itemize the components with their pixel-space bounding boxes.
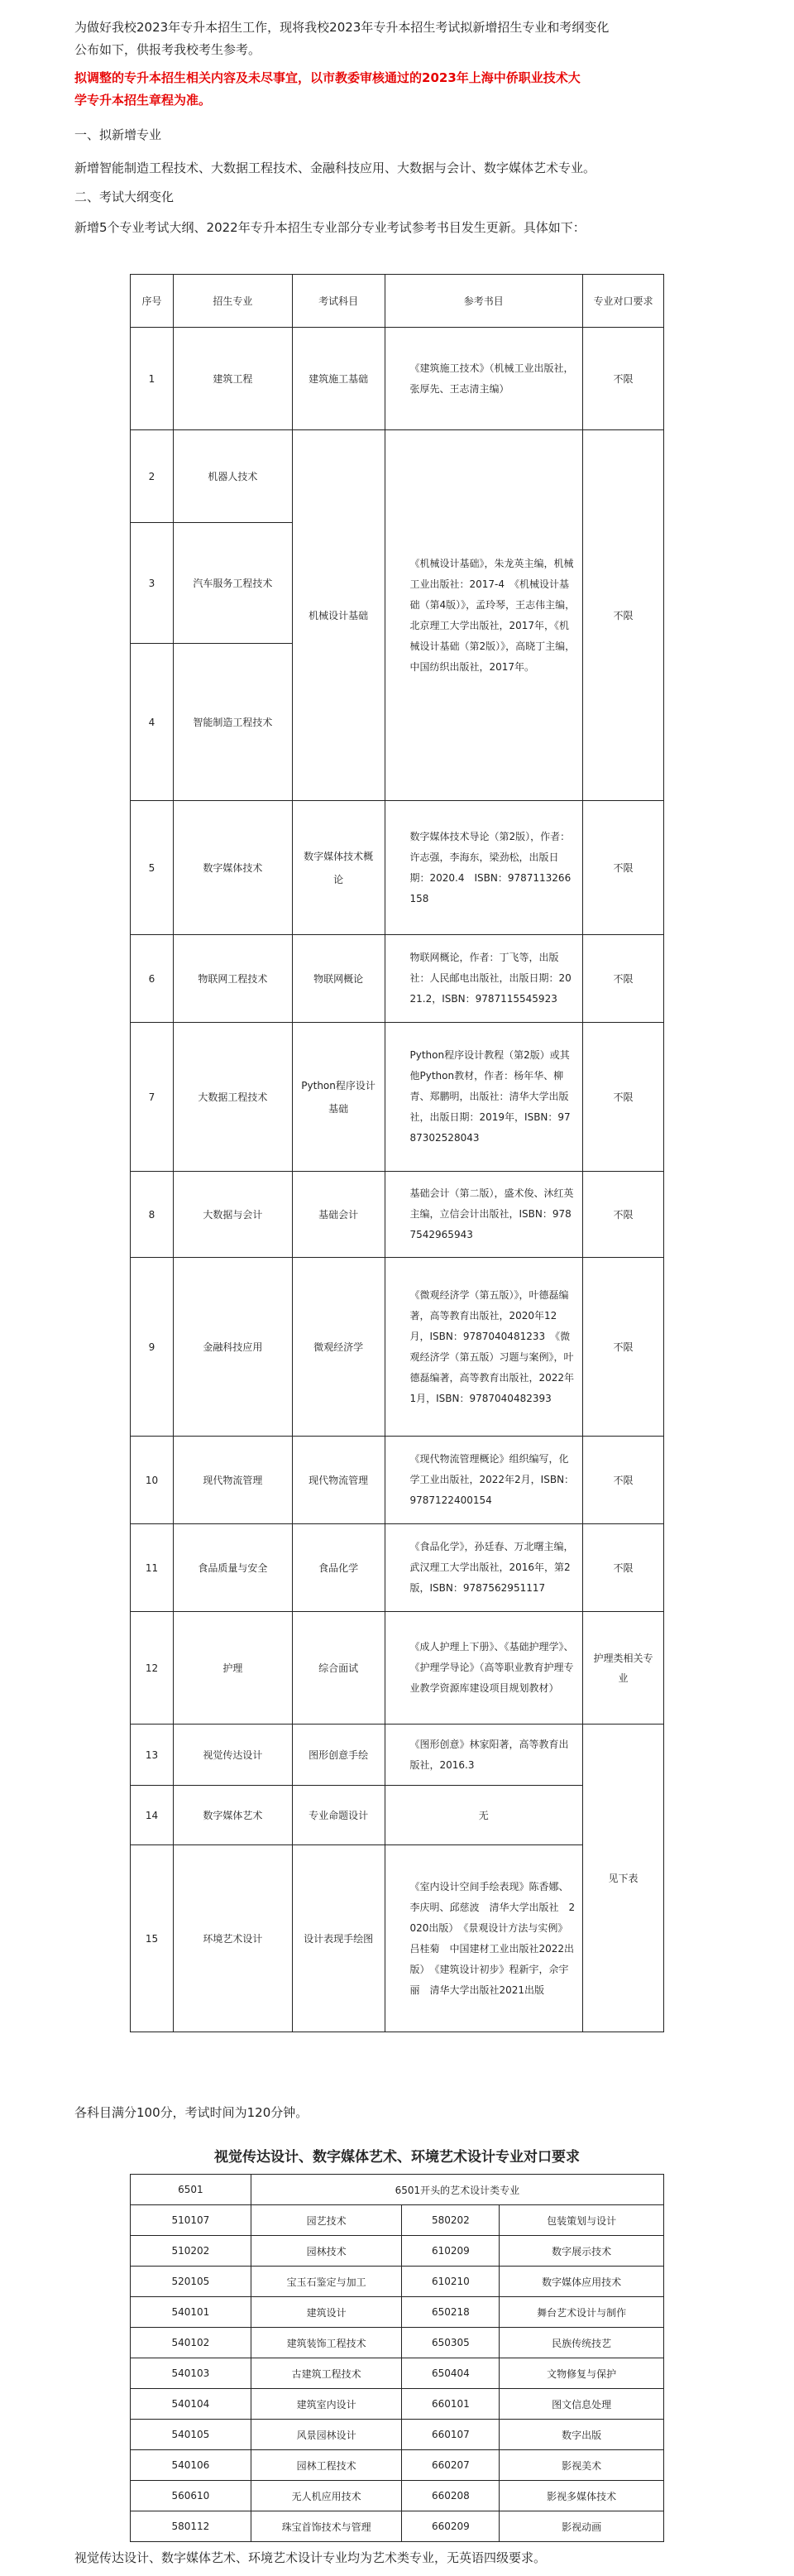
syllabus-change-text: 新增5个专业考试大纲、2022年专升本招生专业部分专业考试参考书目发生更新。具体如下： <box>74 220 586 235</box>
row-requirement: 不限 <box>583 1023 664 1172</box>
major-code: 610210 <box>402 2267 500 2297</box>
major-code: 560610 <box>131 2481 251 2511</box>
row-no: 2 <box>131 430 174 523</box>
row-books: 无 <box>385 1786 583 1845</box>
major-code: 510107 <box>131 2205 251 2236</box>
table-row <box>131 2481 664 2511</box>
art-requirements-table <box>130 2174 664 2542</box>
row-no: 7 <box>131 1023 174 1172</box>
header-major: 招生专业 <box>173 275 292 328</box>
major-name: 珠宝首饰技术与管理 <box>251 2511 402 2542</box>
row-books: Python程序设计教程（第2版）或其他Python教材，作者：杨年华、柳青、郑鹏明，出版社：清华大学出版社，出版日期：2019年，ISBN：9787302528043 <box>385 1023 583 1172</box>
art-requirements-title: 视觉传达设计、数字媒体艺术、环境艺术设计专业对口要求 <box>214 2149 580 2166</box>
row-subject: 物联网概论 <box>292 935 385 1023</box>
row-subject: Python程序设计基础 <box>292 1023 385 1172</box>
major-name: 无人机应用技术 <box>251 2481 402 2511</box>
row-major: 数字媒体技术 <box>173 801 292 935</box>
red-notice-line1: 拟调整的专升本招生相关内容及未尽事宜，以市教委审核通过的2023年上海中侨职业技术大 <box>74 70 581 85</box>
row-books: 物联网概论，作者：丁飞等，出版社：人民邮电出版社，出版日期：2021.2，ISBN：9787115545923 <box>385 935 583 1023</box>
major-code: 650404 <box>402 2358 500 2389</box>
row-major: 金融科技应用 <box>173 1258 292 1437</box>
row-requirement: 不限 <box>583 1437 664 1524</box>
major-name: 数字出版 <box>500 2420 664 2450</box>
row-subject: 食品化学 <box>292 1524 385 1612</box>
row-requirement: 见下表 <box>583 1725 664 2032</box>
major-name: 建筑设计 <box>251 2297 402 2328</box>
row-no: 5 <box>131 801 174 935</box>
table-row <box>131 935 664 1023</box>
row-requirement: 不限 <box>583 1258 664 1437</box>
row-requirement: 不限 <box>583 1172 664 1258</box>
table-row <box>131 328 664 430</box>
table-row <box>131 801 664 935</box>
heading-new-majors: 一、拟新增专业 <box>74 127 162 142</box>
exam-table <box>130 274 664 2032</box>
major-name: 园林技术 <box>251 2236 402 2267</box>
major-code: 580112 <box>131 2511 251 2542</box>
row-books: 数字媒体技术导论（第2版），作者：许志强，李海东，梁劲松，出版日期：2020.4 ISBN：9787113266158 <box>385 801 583 935</box>
row-subject: 建筑施工基础 <box>292 328 385 430</box>
major-code: 660208 <box>402 2481 500 2511</box>
row-major: 现代物流管理 <box>173 1437 292 1524</box>
row-subject: 数字媒体技术概论 <box>292 801 385 935</box>
row-major: 数字媒体艺术 <box>173 1786 292 1845</box>
row-major: 智能制造工程技术 <box>173 644 292 801</box>
major-name: 古建筑工程技术 <box>251 2358 402 2389</box>
major-code: 660209 <box>402 2511 500 2542</box>
row-major: 建筑工程 <box>173 328 292 430</box>
major-code: 540101 <box>131 2297 251 2328</box>
row-major: 环境艺术设计 <box>173 1845 292 2032</box>
row-major: 汽车服务工程技术 <box>173 523 292 644</box>
row-requirement: 不限 <box>583 430 664 801</box>
major-code: 660107 <box>402 2420 500 2450</box>
row-books: 《图形创意》林家阳著，高等教育出版社，2016.3 <box>385 1725 583 1786</box>
row-no: 8 <box>131 1172 174 1258</box>
table-header-row <box>131 275 664 328</box>
table-row <box>131 1524 664 1612</box>
major-code: 650218 <box>402 2297 500 2328</box>
row-subject: 机械设计基础 <box>292 430 385 801</box>
footer-note: 视觉传达设计、数字媒体艺术、环境艺术设计专业均为艺术类专业，无英语四级要求。 <box>74 2550 547 2565</box>
major-name: 文物修复与保护 <box>500 2358 664 2389</box>
major-code: 540103 <box>131 2358 251 2389</box>
major-name: 数字媒体应用技术 <box>500 2267 664 2297</box>
row-subject: 现代物流管理 <box>292 1437 385 1524</box>
art-header-row <box>131 2175 664 2205</box>
row-requirement: 不限 <box>583 328 664 430</box>
table-row <box>131 430 664 523</box>
major-name: 建筑室内设计 <box>251 2389 402 2420</box>
major-name: 园林工程技术 <box>251 2450 402 2481</box>
row-no: 6 <box>131 935 174 1023</box>
row-books: 《成人护理上下册》、《基础护理学》、《护理学导论》（高等职业教育护理专业教学资源库建设项目规划教材） <box>385 1612 583 1725</box>
row-major: 大数据工程技术 <box>173 1023 292 1172</box>
major-name: 包装策划与设计 <box>500 2205 664 2236</box>
major-code: 660101 <box>402 2389 500 2420</box>
table-row <box>131 1172 664 1258</box>
table-row <box>131 2328 664 2358</box>
row-books: 《微观经济学（第五版）》，叶德磊编著，高等教育出版社，2020年12月，ISBN：9787040481233 《微观经济学（第五版）习题与案例》，叶德磊编著，高等教育出版社，2022年1月，ISBN：9787040482393 <box>385 1258 583 1437</box>
major-name: 宝玉石鉴定与加工 <box>251 2267 402 2297</box>
table-row <box>131 2389 664 2420</box>
row-no: 12 <box>131 1612 174 1725</box>
exam-note: 各科目满分100分，考试时间为120分钟。 <box>74 2105 309 2120</box>
major-name: 园艺技术 <box>251 2205 402 2236</box>
table-row <box>131 1258 664 1437</box>
row-major: 大数据与会计 <box>173 1172 292 1258</box>
table-row <box>131 2450 664 2481</box>
major-name: 数字展示技术 <box>500 2236 664 2267</box>
row-subject: 设计表现手绘图 <box>292 1845 385 2032</box>
major-name: 舞台艺术设计与制作 <box>500 2297 664 2328</box>
table-row <box>131 2511 664 2542</box>
table-row <box>131 1725 664 1786</box>
row-requirement: 不限 <box>583 1524 664 1612</box>
red-notice-line2: 学专升本招生章程为准。 <box>74 93 212 108</box>
heading-syllabus-change: 二、考试大纲变化 <box>74 189 175 204</box>
row-books: 《室内设计空间手绘表现》陈香娜、李庆明、邱慈波 清华大学出版社 2020出版） 《景观设计方法与实例》吕桂菊 中国建材工业出版社2022出版） 《建筑设计初步》程新宇，佘宇丽 清华大学出版社2021出版 <box>385 1845 583 2032</box>
major-code: 660207 <box>402 2450 500 2481</box>
art-header-code: 6501 <box>131 2175 251 2205</box>
row-subject: 综合面试 <box>292 1612 385 1725</box>
row-requirement: 不限 <box>583 935 664 1023</box>
row-books: 《现代物流管理概论》组织编写，化学工业出版社，2022年2月，ISBN：9787122400154 <box>385 1437 583 1524</box>
header-books: 参考书目 <box>385 275 583 328</box>
intro-paragraph-line1: 为做好我校2023年专升本招生工作，现将我校2023年专升本招生考试拟新增招生专业和考纲变化 <box>74 20 610 35</box>
row-no: 13 <box>131 1725 174 1786</box>
header-subject: 考试科目 <box>292 275 385 328</box>
row-major: 护理 <box>173 1612 292 1725</box>
row-no: 15 <box>131 1845 174 2032</box>
row-subject: 专业命题设计 <box>292 1786 385 1845</box>
major-code: 540105 <box>131 2420 251 2450</box>
row-books: 基础会计（第二版），盛术俊、沐红英主编，立信会计出版社，ISBN：9787542965943 <box>385 1172 583 1258</box>
row-no: 9 <box>131 1258 174 1437</box>
major-code: 520105 <box>131 2267 251 2297</box>
table-row <box>131 1437 664 1524</box>
row-no: 11 <box>131 1524 174 1612</box>
major-name: 图文信息处理 <box>500 2389 664 2420</box>
major-code: 650305 <box>402 2328 500 2358</box>
table-row <box>131 2297 664 2328</box>
header-no: 序号 <box>131 275 174 328</box>
row-subject: 图形创意手绘 <box>292 1725 385 1786</box>
major-code: 540104 <box>131 2389 251 2420</box>
table-row <box>131 2205 664 2236</box>
major-name: 建筑装饰工程技术 <box>251 2328 402 2358</box>
table-row <box>131 1612 664 1725</box>
table-row <box>131 2267 664 2297</box>
row-requirement: 不限 <box>583 801 664 935</box>
major-code: 540106 <box>131 2450 251 2481</box>
major-code: 610209 <box>402 2236 500 2267</box>
row-no: 4 <box>131 644 174 801</box>
intro-paragraph-line2: 公布如下，供报考我校考生参考。 <box>74 42 261 57</box>
row-no: 10 <box>131 1437 174 1524</box>
row-major: 机器人技术 <box>173 430 292 523</box>
major-code: 510202 <box>131 2236 251 2267</box>
row-books: 《食品化学》，孙廷春、万北曙主编，武汉理工大学出版社，2016年，第2版，ISBN：9787562951117 <box>385 1524 583 1612</box>
header-requirement: 专业对口要求 <box>583 275 664 328</box>
row-major: 物联网工程技术 <box>173 935 292 1023</box>
row-subject: 微观经济学 <box>292 1258 385 1437</box>
table-row <box>131 2236 664 2267</box>
row-books: 《建筑施工技术》（机械工业出版社，张厚先、王志清主编） <box>385 328 583 430</box>
major-name: 民族传统技艺 <box>500 2328 664 2358</box>
row-no: 1 <box>131 328 174 430</box>
table-row <box>131 2420 664 2450</box>
row-no: 3 <box>131 523 174 644</box>
table-row <box>131 1023 664 1172</box>
art-header-desc: 6501开头的艺术设计类专业 <box>251 2175 663 2205</box>
row-requirement: 护理类相关专业 <box>583 1612 664 1725</box>
major-code: 580202 <box>402 2205 500 2236</box>
row-major: 视觉传达设计 <box>173 1725 292 1786</box>
major-name: 影视美术 <box>500 2450 664 2481</box>
row-books: 《机械设计基础》，朱龙英主编，机械工业出版社：2017-4 《机械设计基础（第4版）》，孟玲琴，王志伟主编，北京理工大学出版社，2017年，《机械设计基础（第2版）》，高晓丁主编，中国纺织出版社，2017年。 <box>385 430 583 801</box>
major-name: 影视多媒体技术 <box>500 2481 664 2511</box>
major-code: 540102 <box>131 2328 251 2358</box>
major-name: 影视动画 <box>500 2511 664 2542</box>
major-name: 风景园林设计 <box>251 2420 402 2450</box>
new-majors-text: 新增智能制造工程技术、大数据工程技术、金融科技应用、大数据与会计、数字媒体艺术专业。 <box>74 161 596 175</box>
row-subject: 基础会计 <box>292 1172 385 1258</box>
table-row <box>131 2358 664 2389</box>
row-major: 食品质量与安全 <box>173 1524 292 1612</box>
row-no: 14 <box>131 1786 174 1845</box>
